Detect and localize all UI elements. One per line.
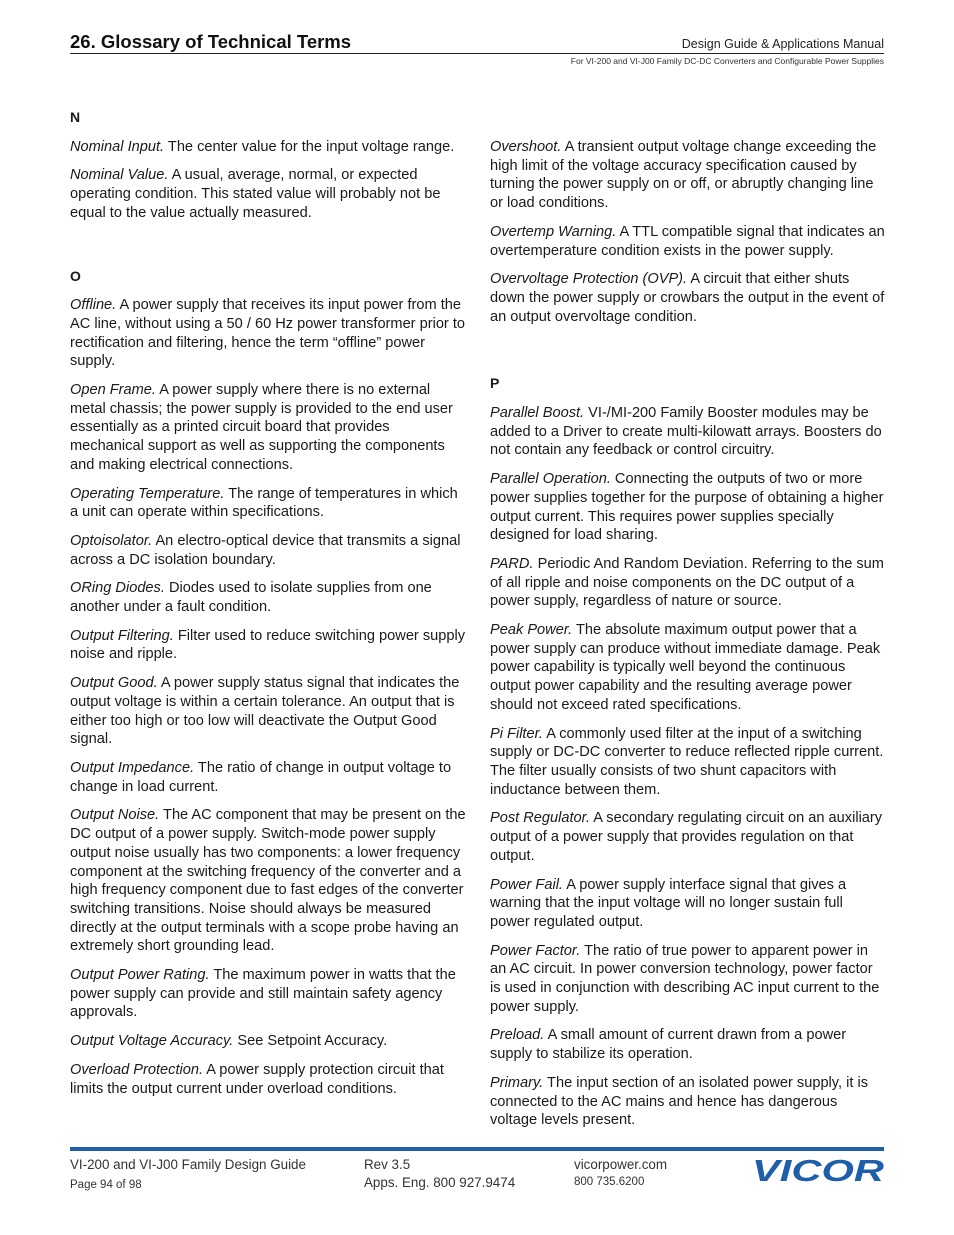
glossary-definition: VI-/MI-200 Family Booster modules may be added to a Driver to create multi-kilowatt arrays. Boosters do not contain any feedback or control circuitry.: [490, 405, 882, 459]
section-heading-n: N: [70, 109, 81, 125]
glossary-entry: [70, 579, 466, 616]
glossary-entry: [490, 138, 886, 213]
glossary-definition: A power supply that receives its input power from the AC line, without using a 50 / 60 Hz power transformer prior to rectification and filtering, hence the term “offline” power supply.: [70, 297, 466, 370]
glossary-entry: [70, 966, 466, 1022]
glossary-definition: A TTL compatible signal that indicates an overtemperature condition exists in the power supply.: [490, 223, 885, 259]
glossary-term: Nominal Input.: [70, 138, 165, 155]
glossary-term: Optoisolator.: [70, 532, 153, 549]
glossary-definition: The ratio of true power to apparent power in an AC circuit. In power conversion technology, power factor is used in conjunction with describing AC input current to the power supply.: [490, 942, 880, 1015]
glossary-term: Power Fail.: [490, 876, 563, 893]
glossary-entry: [70, 296, 466, 371]
glossary-term: Parallel Operation.: [490, 471, 611, 488]
glossary-term: Power Factor.: [490, 942, 581, 959]
glossary-entry: [70, 485, 466, 522]
left-column: [70, 108, 466, 1108]
glossary-term: Post Regulator.: [490, 810, 591, 827]
glossary-term: Nominal Value.: [70, 167, 169, 184]
glossary-definition: A power supply interface signal that gives a warning that the input voltage will no longer sustain full power regulated output.: [490, 876, 847, 930]
glossary-entry: [490, 942, 886, 1017]
glossary-definition: A transient output voltage change exceeding the high limit of the voltage accuracy specification caused by turning the power supply on or off, or abruptly changing line or load conditions.: [490, 139, 877, 212]
glossary-term: Output Power Rating.: [70, 967, 210, 984]
footer-page-number: Page 94 of 98: [70, 1179, 142, 1191]
glossary-term: PARD.: [490, 555, 534, 572]
manual-title: Design Guide & Applications Manual: [681, 37, 884, 51]
glossary-term: Pi Filter.: [490, 725, 543, 742]
section-spacer: [70, 233, 466, 267]
glossary-term: ORing Diodes.: [70, 580, 165, 597]
glossary-term: Overshoot.: [490, 139, 562, 155]
glossary-term: Output Voltage Accuracy.: [70, 1033, 234, 1050]
glossary-entry: [490, 555, 886, 611]
glossary-definition: The AC component that may be present on the DC output of a power supply. Switch-mode power supply output noise usually has two components: a lower frequency component at the switching frequency of the converter and a high frequency component due to fast edges of the converter switching transitions. Noise should always be measured directly at the output terminals with a scope probe having an extremely short grounding lead.: [70, 807, 466, 955]
glossary-term: Output Good.: [70, 675, 158, 692]
glossary-entry: [490, 809, 886, 865]
glossary-entry: [490, 725, 886, 800]
glossary-entry: [490, 470, 886, 545]
glossary-term: Offline.: [70, 297, 117, 314]
glossary-definition: A commonly used filter at the input of a switching supply or DC-DC converter to reduce reflected ripple current. The filter usually consists of two shunt capacitors with inductance between them.: [490, 725, 884, 798]
glossary-entry: [70, 138, 466, 157]
glossary-term: Parallel Boost.: [490, 405, 585, 422]
right-column: [490, 138, 886, 1140]
glossary-entry: [490, 1074, 886, 1130]
glossary-term: Overvoltage Protection (OVP).: [490, 271, 688, 288]
glossary-definition: The ratio of change in output voltage to change in load current.: [70, 759, 452, 795]
glossary-term: Operating Temperature.: [70, 485, 225, 502]
glossary-definition: A circuit that either shuts down the power supply or crowbars the output in the event of an output overvoltage condition.: [490, 271, 885, 325]
glossary-list-o-right: [490, 138, 886, 326]
glossary-definition: The range of temperatures in which a unit can operate within specifications.: [70, 485, 458, 521]
glossary-definition: Periodic And Random Deviation. Referring to the sum of all ripple and noise components on the DC output of a power supply, regardless of nature or source.: [490, 555, 884, 610]
glossary-entry: [70, 1061, 466, 1098]
glossary-term: Preload.: [490, 1027, 545, 1044]
manual-subtitle: For VI-200 and VI-J00 Family DC-DC Converters and Configurable Power Supplies: [570, 56, 884, 66]
glossary-list-n-left: [70, 138, 466, 223]
glossary-definition: A small amount of current drawn from a power supply to stabilize its operation.: [490, 1027, 847, 1063]
footer-apps-phone: Apps. Eng. 800 927.9474: [364, 1175, 516, 1190]
glossary-list-p-right: [490, 404, 886, 1130]
glossary-entry: [70, 1032, 466, 1051]
page-title: 26. Glossary of Technical Terms: [70, 31, 352, 52]
section-heading-p: P: [490, 375, 500, 392]
header-divider: [70, 53, 884, 54]
glossary-definition: A power supply where there is no external metal chassis; the power supply is provided to the end user essentially as a printed circuit board that provides mechanical support as well as supporting the components and making electrical connections.: [70, 382, 453, 473]
glossary-definition: The absolute maximum output power that a power supply can produce without immediate damage. Peak power capability is typically well beyond the continuous output power capability and the resulting average power should not exceed rated specifications.: [490, 622, 881, 713]
glossary-definition: Filter used to reduce switching power supply noise and ripple.: [70, 627, 466, 663]
glossary-definition: An electro-optical device that transmits a signal across a DC isolation boundary.: [70, 532, 461, 568]
glossary-definition: A usual, average, normal, or expected operating condition. This stated value will probably not be equal to the value actually measured.: [70, 167, 441, 221]
glossary-definition: A secondary regulating circuit on an auxiliary output of a power supply that provides regulation on that output.: [490, 810, 883, 864]
glossary-entry: [70, 806, 466, 956]
glossary-entry: [490, 1026, 886, 1063]
glossary-definition: A power supply protection circuit that limits the output current under overload conditions.: [70, 1061, 444, 1097]
glossary-list-o-left: [70, 296, 466, 1098]
glossary-entry: [70, 674, 466, 749]
glossary-entry: [490, 223, 886, 260]
glossary-entry: [70, 627, 466, 664]
footer-guide-title: VI-200 and VI-J00 Family Design Guide: [70, 1157, 306, 1172]
glossary-entry: [70, 381, 466, 475]
glossary-term: Output Filtering.: [70, 627, 174, 644]
footer-revision: Rev 3.5: [364, 1157, 411, 1172]
section-spacer: [490, 336, 886, 374]
glossary-definition: The center value for the input voltage range.: [164, 138, 455, 155]
glossary-definition: Diodes used to isolate supplies from one another under a fault condition.: [70, 580, 432, 616]
glossary-term: Output Noise.: [70, 807, 160, 824]
glossary-definition: See Setpoint Accuracy.: [233, 1033, 388, 1050]
glossary-term: Overtemp Warning.: [490, 223, 617, 240]
glossary-term: Output Impedance.: [70, 759, 195, 776]
section-heading-o: O: [70, 267, 81, 284]
footer-phone: 800 735.6200: [574, 1176, 645, 1188]
glossary-entry: [490, 621, 886, 715]
glossary-definition: The maximum power in watts that the power supply can provide and still maintain safety agency approvals.: [70, 967, 456, 1021]
glossary-term: Peak Power.: [490, 622, 573, 639]
footer-divider: [70, 1147, 884, 1151]
glossary-entry: [490, 876, 886, 932]
glossary-entry: [70, 166, 466, 222]
glossary-definition: The input section of an isolated power supply, it is connected to the AC mains and hence has dangerous voltage levels present.: [490, 1074, 869, 1129]
glossary-entry: [490, 270, 886, 326]
glossary-entry: [70, 532, 466, 569]
footer-website-link[interactable]: vicorpower.com: [574, 1157, 668, 1172]
glossary-term: Primary.: [490, 1074, 544, 1091]
glossary-entry: [70, 759, 466, 796]
vicor-logo-text: VICOR: [752, 1155, 885, 1185]
glossary-entry: [490, 404, 886, 460]
vicor-logo: [752, 1155, 886, 1185]
glossary-term: Overload Protection.: [70, 1061, 204, 1078]
glossary-definition: A power supply status signal that indicates the output voltage is within a certain tolerance. An output that is either too high or too low will deactivate the Output Good signal.: [70, 675, 460, 748]
glossary-definition: Connecting the outputs of two or more power supplies together for the purpose of obtaining a higher output current. This requires power supplies specially designed for load sharing.: [490, 471, 884, 544]
glossary-term: Open Frame.: [70, 382, 156, 399]
